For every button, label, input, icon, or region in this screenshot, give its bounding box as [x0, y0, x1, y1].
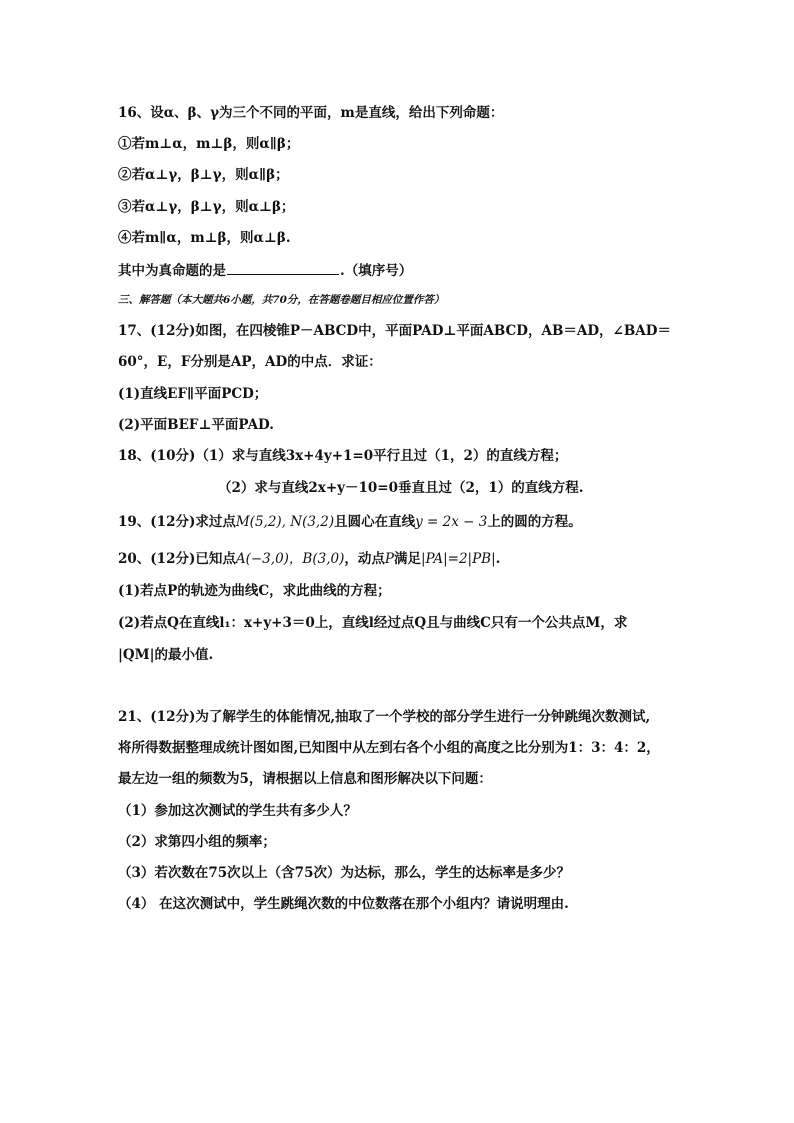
q20-stem: [118, 550, 500, 568]
q19-line: [118, 513, 582, 531]
q20-stem-c: ，动点: [344, 551, 385, 567]
q19-middle: 且圆心在直线: [334, 514, 416, 530]
q20-part2-line2: |QM|的最小值.: [118, 647, 214, 663]
q16-answer-line: [118, 260, 412, 280]
q21-item-1: （1）参加这次测试的学生共有多少人？: [118, 803, 357, 819]
q21-line1: 21、(12分)为了解学生的体能情况,抽取了一个学校的部分学生进行一分钟跳绳次数测试,: [118, 709, 651, 725]
q21-line3: 最左边一组的频数为5，请根据以上信息和图形解决以下问题：: [118, 771, 492, 787]
q20-stem-g: .: [495, 551, 501, 567]
q16-item-1: ①若m⊥α，m⊥β，则α∥β；: [118, 136, 300, 152]
q17-part2: (2)平面BEF⊥平面PAD.: [118, 417, 274, 433]
q21-item-4: （4） 在这次测试中，学生跳绳次数的中位数落在那个小组内？请说明理由.: [118, 896, 569, 912]
q21-item-3: （3）若次数在75次以上（含75次）为达标，那么，学生的达标率是多少？: [118, 865, 570, 881]
q16-item-4: ④若m∥α，m⊥β，则α⊥β.: [118, 230, 291, 246]
q19-suffix: 上的圆的方程。: [487, 514, 582, 530]
q19-points: M(5,2), N(3,2): [235, 514, 335, 530]
q16-answer-prefix: 其中为真命题的是: [118, 263, 226, 279]
q16-answer-suffix: .（填序号）: [340, 263, 413, 279]
q20-part2-line1: (2)若点Q在直线l₁：x+y+3＝0上，直线l经过点Q且与曲线C只有一个公共点M，求: [118, 615, 628, 631]
q20-condition: |PA|=2|PB|: [420, 551, 496, 567]
q19-prefix: 19、(12分)求过点: [118, 514, 236, 530]
q16-item-3: ③若α⊥γ，β⊥γ，则α⊥β；: [118, 199, 295, 215]
q17-part1: (1)直线EF∥平面PCD；: [118, 386, 268, 402]
section3-heading: 三、解答题（本大题共6小题，共70分，在答题卷题目相应位置作答）: [118, 294, 445, 306]
q18-part2: （2）求与直线2x+y－10=0垂直且过（2，1）的直线方程.: [218, 480, 584, 496]
q20-point-p: P: [384, 551, 394, 567]
q20-stem-a: 20、(12分)已知点: [118, 551, 236, 567]
q17-line2: 60°，E，F分别是AP，AD的中点．求证：: [118, 354, 382, 370]
q16-answer-blank[interactable]: [227, 260, 339, 275]
q16-item-2: ②若α⊥γ，β⊥γ，则α∥β；: [118, 167, 289, 183]
q18-part1: 18、(10分)（1）求与直线3x+4y+1=0平行且过（1，2）的直线方程；: [118, 448, 568, 464]
q21-item-2: （2）求第四小组的频率；: [118, 834, 276, 850]
q21-line2: 将所得数据整理成统计图如图,已知图中从左到右各个小组的高度之比分别为1：3：4：2，: [118, 740, 660, 756]
q16-stem: 16、设α、β、γ为三个不同的平面，m是直线，给出下列命题：: [118, 105, 504, 121]
q20-part1: (1)若点P的轨迹为曲线C，求此曲线的方程；: [118, 583, 391, 599]
q20-points: A(−3,0)，B(3,0): [235, 551, 345, 567]
q17-line1: 17、(12分)如图，在四棱锥P－ABCD中，平面PAD⊥平面ABCD，AB＝AD，∠BAD＝: [118, 323, 671, 339]
q20-stem-e: 满足: [393, 551, 421, 567]
q19-line-equation: y = 2x − 3: [415, 514, 488, 530]
